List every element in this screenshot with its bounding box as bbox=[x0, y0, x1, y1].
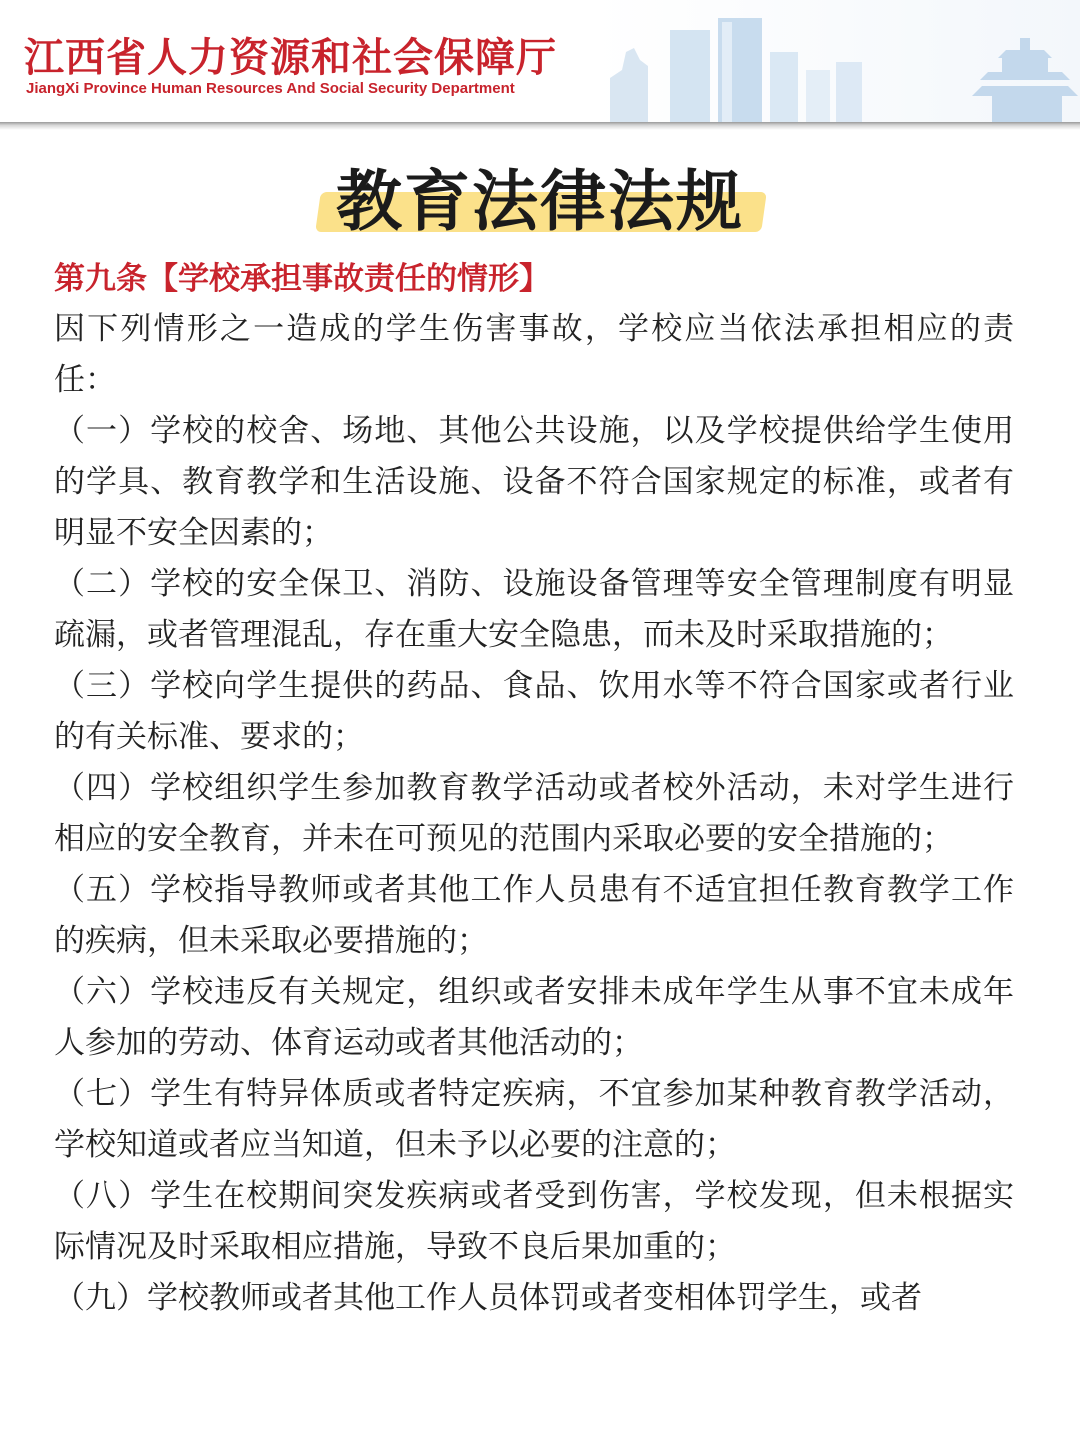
article-item-7: （七）学生有特异体质或者特定疾病，不宜参加某种教育教学活动，学校知道或者应当知道，但未予以必要的注意的； bbox=[54, 1076, 1014, 1163]
header-banner bbox=[0, 0, 1080, 126]
title-container bbox=[0, 150, 1080, 240]
article-item-3: （三）学校向学生提供的药品、食品、饮用水等不符合国家或者行业的有关标准、要求的； bbox=[54, 668, 1014, 755]
article-item-5: （五）学校指导教师或者其他工作人员患有不适宜担任教育教学工作的疾病，但未采取必要措施的； bbox=[54, 872, 1014, 959]
article-item-1: （一）学校的校舍、场地、其他公共设施，以及学校提供给学生使用的学具、教育教学和生活设施、设备不符合国家规定的标准，或者有明显不安全因素的； bbox=[54, 413, 1014, 551]
department-name-cn: 江西省人力资源和社会保障厅 bbox=[24, 35, 557, 81]
article-item-2: （二）学校的安全保卫、消防、设施设备管理等安全管理制度有明显疏漏，或者管理混乱，存在重大安全隐患，而未及时采取措施的； bbox=[54, 566, 1014, 653]
page-title: 教育法律法规 bbox=[336, 162, 744, 240]
article-item-4: （四）学校组织学生参加教育教学活动或者校外活动，未对学生进行相应的安全教育，并未在可预见的范围内采取必要的安全措施的； bbox=[54, 770, 1014, 857]
article-item-6: （六）学校违反有关规定，组织或者安排未成年学生从事不宜未成年人参加的劳动、体育运动或者其他活动的； bbox=[54, 974, 1014, 1061]
article-body bbox=[54, 254, 1014, 1324]
department-name-en: JiangXi Province Human Resources And Social Security Department bbox=[26, 80, 515, 97]
article-heading: 第九条【学校承担事故责任的情形】 bbox=[54, 261, 550, 297]
article-item-9: （九）学校教师或者其他工作人员体罚或者变相体罚学生，或者 bbox=[54, 1280, 922, 1316]
article-item-8: （八）学生在校期间突发疾病或者受到伤害，学校发现，但未根据实际情况及时采取相应措施，导致不良后果加重的； bbox=[54, 1178, 1014, 1265]
article-intro: 因下列情形之一造成的学生伤害事故，学校应当依法承担相应的责任： bbox=[54, 311, 1014, 398]
skyline-decoration-icon bbox=[600, 0, 1080, 126]
header-divider bbox=[0, 122, 1080, 130]
